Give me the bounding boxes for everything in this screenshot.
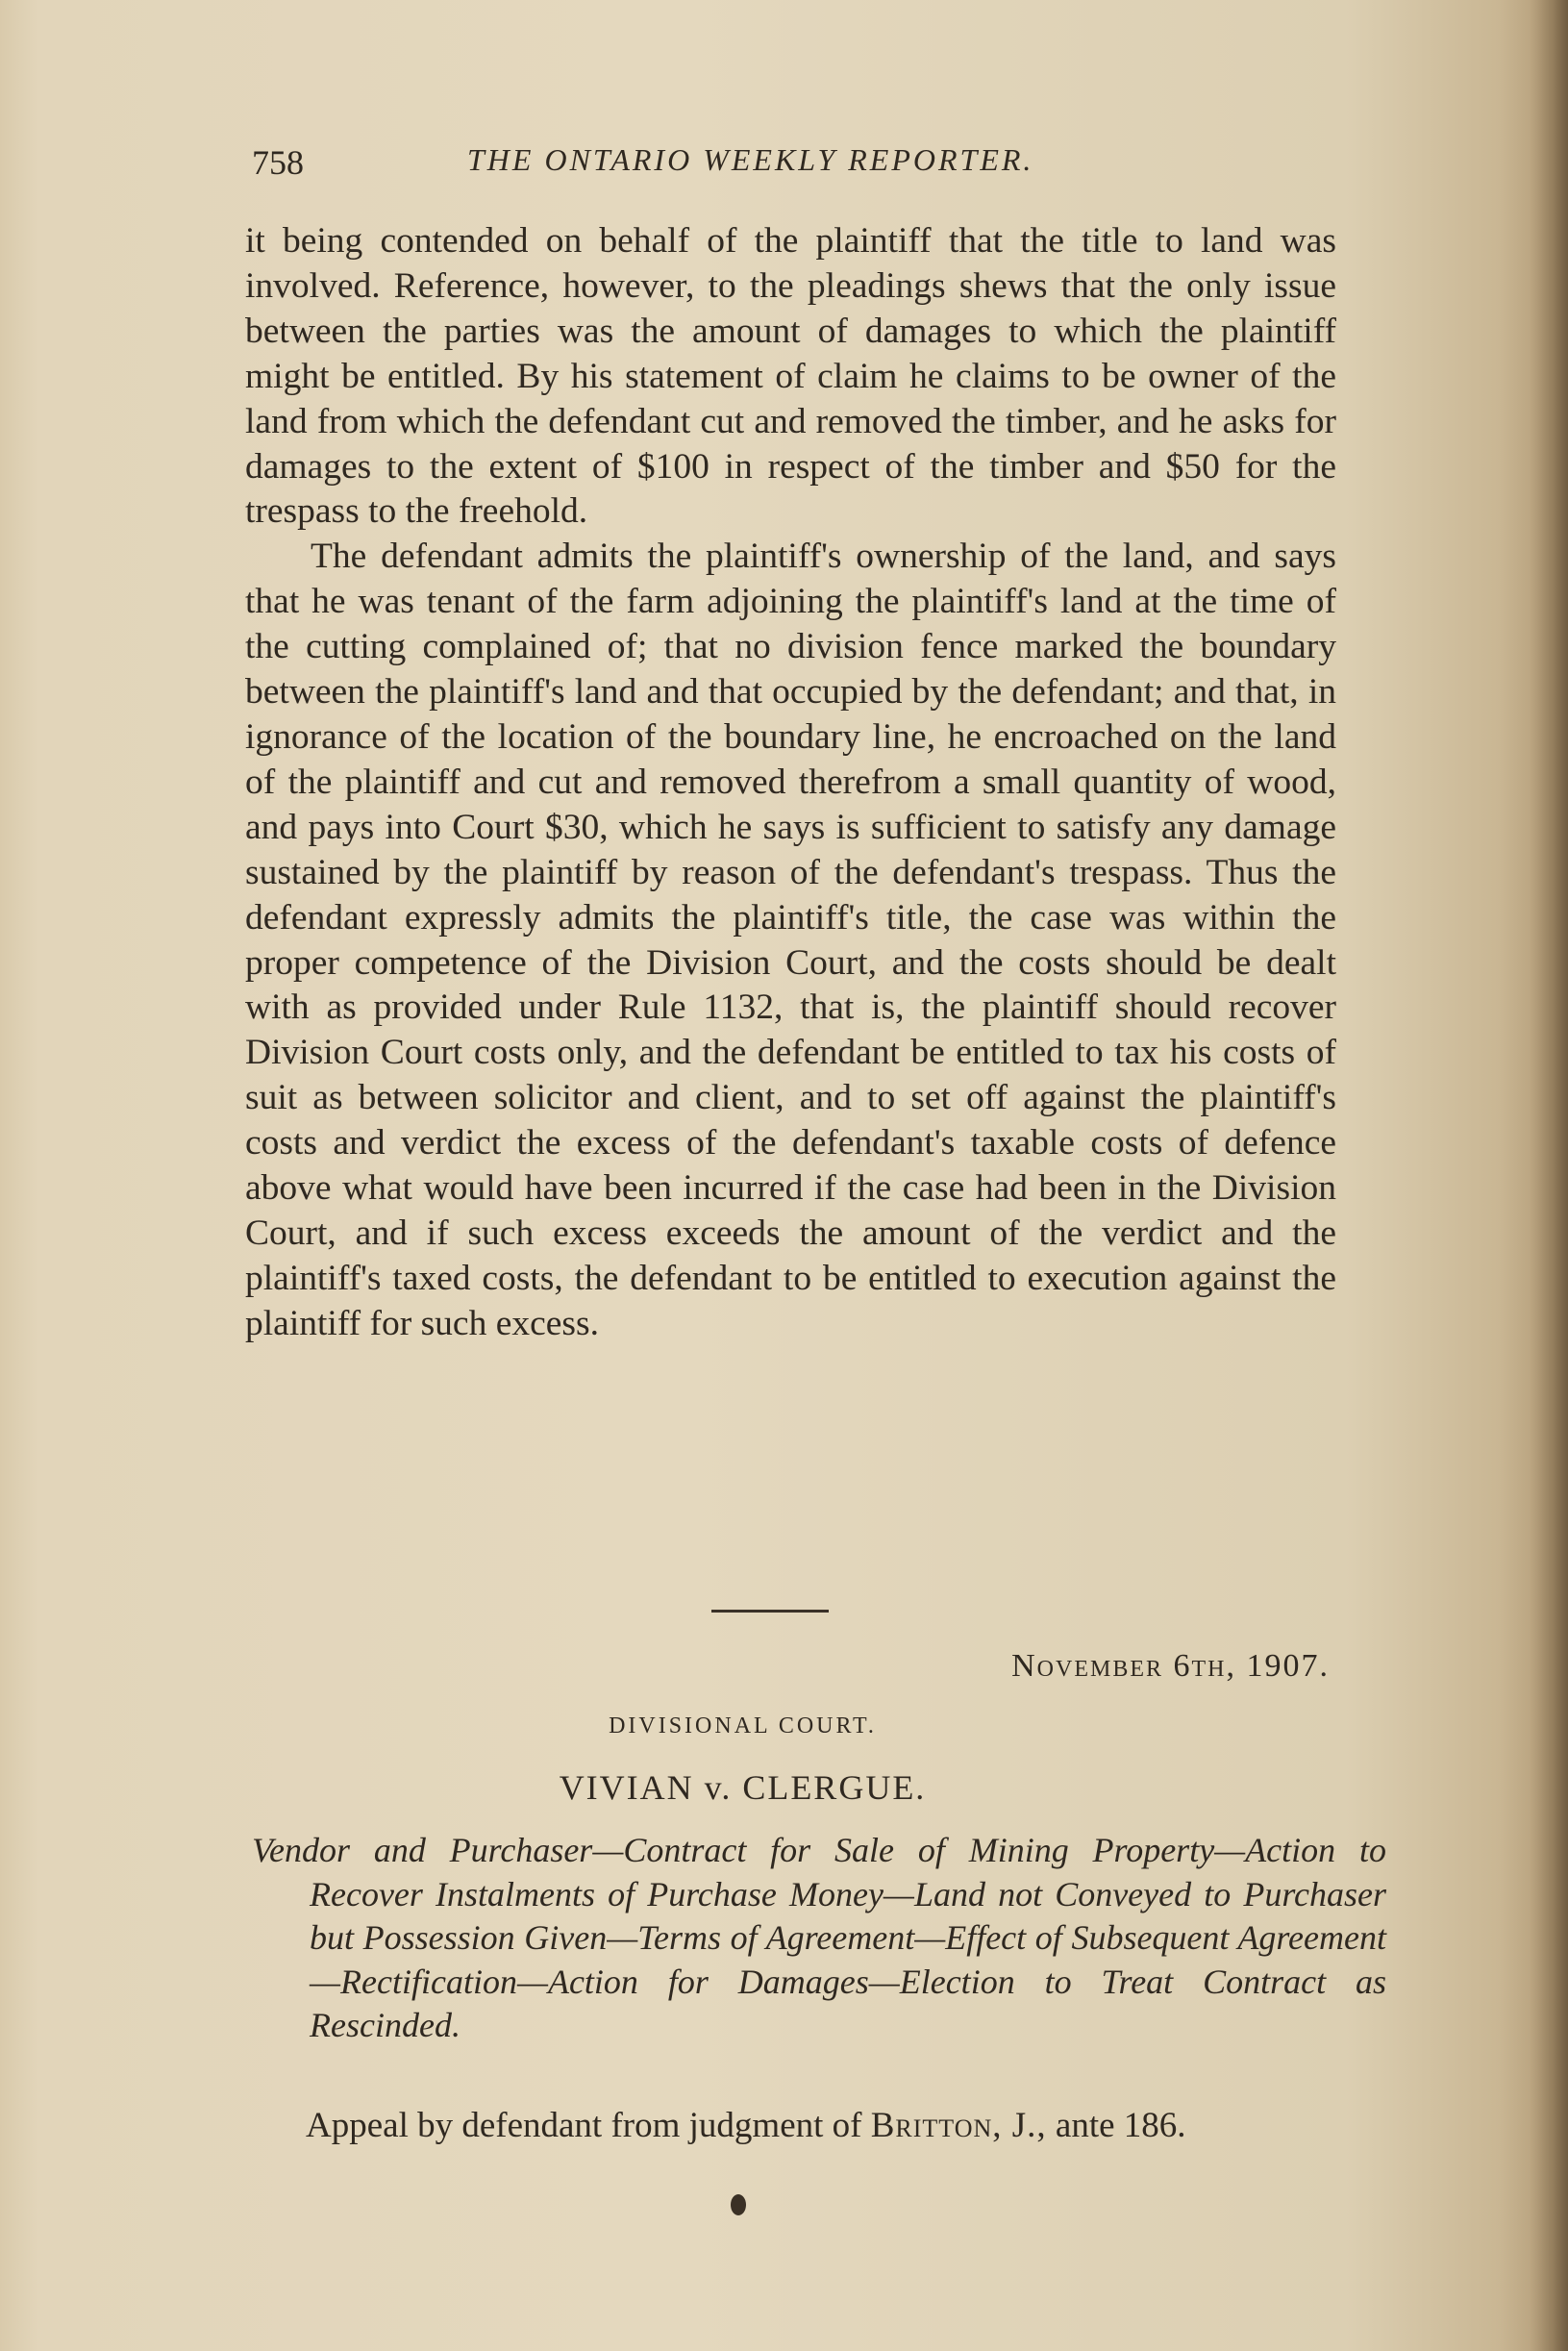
body-text bbox=[245, 219, 1336, 1347]
paragraph-defendant-admits: The defendant admits the plaintiff's ownership of the land, and says that he was tenant of the farm adjoining the plaintiff's land at the time of the cutting complained of; that no division fence marked the boundary between the plaintiff's land and that occupied by the defendant; and that, in ignorance of the location of the boundary line, he encroached on the land of the plaintiff and cut and removed therefrom a small quantity of wood, and pays into Court $30, which he says is sufficient to satisfy any damage sustained by the plaintiff by reason of the defendant's trespass. Thus the defendant expressly admits the plaintiff's title, the case was within the proper competence of the Division Court, and the costs should be dealt with as provided under Rule 1132, that is, the plaintiff should recover Division Court costs only, and the defendant be entitled to tax his costs of suit as between solicitor and client, and to set off against the plaintiff's costs and verdict the excess of the defendant's taxable costs of defence above what would have been incurred if the case had been in the Division Court, and if such excess exceeds the amount of the verdict and the plaintiff's taxed costs, the defendant to be entitled to execution against the plaintiff for such excess. bbox=[245, 537, 1336, 1343]
case-headnote: Vendor and Purchaser—Contract for Sale of Mining Property—Action to Recover Instalments of Purchase Money—Land not Conveyed to Purchaser but Possession Given—Terms of Agreement—Effect of Subsequent Agreement—Rectification—Action for Damages—Election to Treat Contract as Rescinded. bbox=[252, 1831, 1386, 2044]
section-divider bbox=[711, 1610, 829, 1613]
court-name: DIVISIONAL COURT. bbox=[609, 1713, 877, 1738]
case-title: VIVIAN v. CLERGUE. bbox=[559, 1768, 927, 1807]
ink-blot bbox=[731, 2194, 746, 2215]
appeal-prefix: Appeal by defendant from judgment of bbox=[306, 2106, 871, 2145]
page-edge-shadow bbox=[1530, 0, 1568, 2351]
page-header bbox=[252, 142, 1338, 190]
decision-date: November 6th, 1907. bbox=[1011, 1648, 1330, 1684]
appeal-judge: Britton, J., bbox=[870, 2106, 1047, 2145]
running-head: THE ONTARIO WEEKLY REPORTER. bbox=[467, 142, 1034, 177]
appeal-statement bbox=[242, 2106, 1338, 2146]
page-number: 758 bbox=[252, 143, 304, 182]
paragraph-continued: it being contended on behalf of the plaintiff that the title to land was involved. Reference, however, to the pleadings shews that the only issue between the parties was the amount of damages to which the plaintiff might be entitled. By his statement of claim he claims to be owner of the land from which the defendant cut and removed the timber, and he asks for damages to the extent of $100 in respect of the timber and $50 for the trespass to the freehold. bbox=[245, 221, 1336, 532]
appeal-suffix: ante 186. bbox=[1046, 2106, 1186, 2145]
